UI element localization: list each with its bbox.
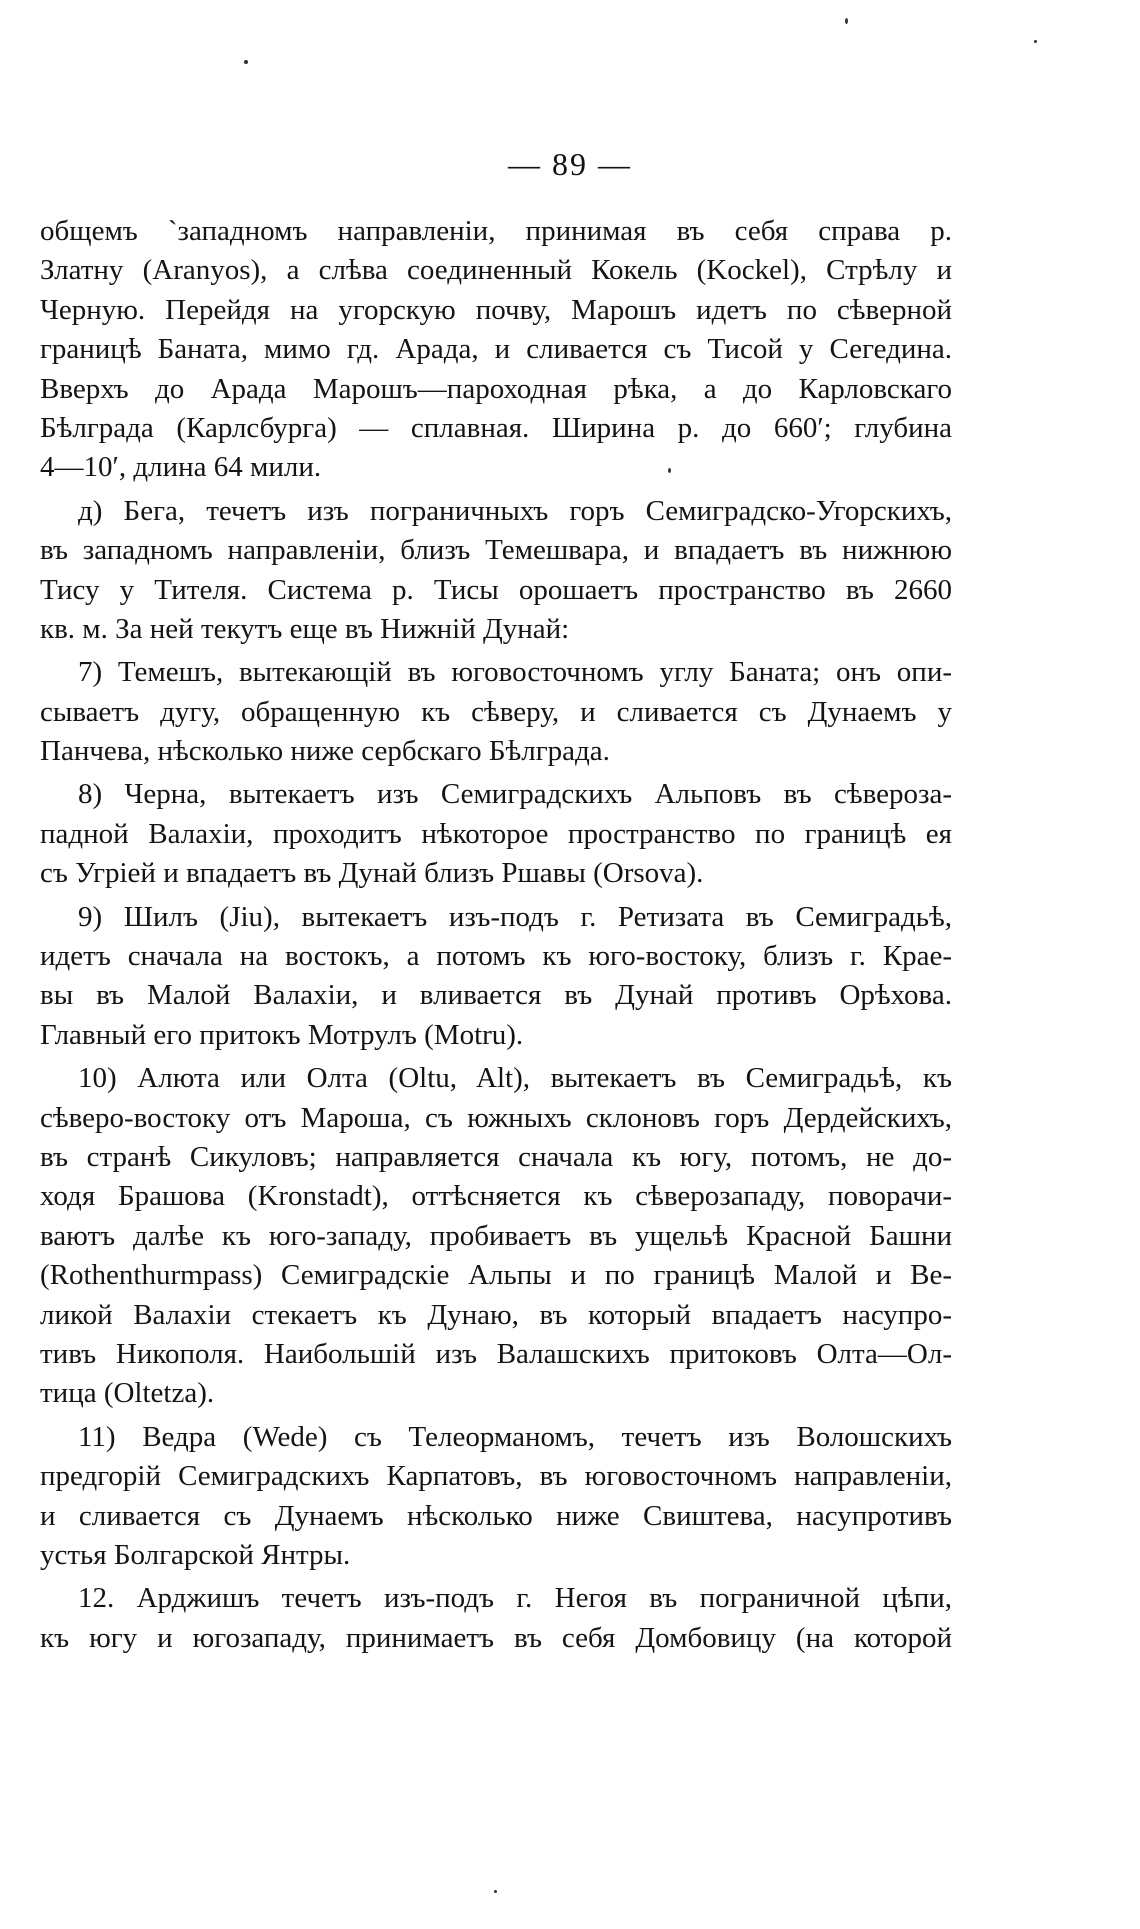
text-line: устья Болгарской Янтры. bbox=[40, 1538, 351, 1571]
text-line: идетъ сначала на востокъ, а потомъ къ юго-востоку, близъ г. Крае- bbox=[40, 940, 952, 973]
scan-speck bbox=[668, 468, 671, 473]
text-line: Панчева, нѣсколько ниже сербскаго Бѣлграда. bbox=[40, 735, 610, 768]
text-line: Бѣлграда (Карлсбурга) — сплавная. Ширина р. до 660′; глубина bbox=[40, 411, 952, 444]
text-line: Вверхъ до Арада Марошъ—пароходная рѣка, а до Карловскаго bbox=[40, 372, 952, 405]
text-line: д) Бега, течетъ изъ пограничныхъ горъ Семиградско-Угорскихъ, bbox=[78, 494, 952, 527]
text-line: падной Валахіи, проходитъ нѣкоторое пространство по границѣ ея bbox=[40, 817, 952, 850]
paragraph-marosh bbox=[40, 212, 952, 488]
scan-speck bbox=[494, 1890, 497, 1893]
text-line: и сливается съ Дунаемъ нѣсколько ниже Свиштева, насупротивъ bbox=[40, 1499, 952, 1532]
scan-speck bbox=[1034, 40, 1037, 43]
text-line: сываетъ дугу, обращенную къ сѣверу, и сливается съ Дунаемъ у bbox=[40, 695, 952, 728]
text-line: Златну (Aranyos), а слѣва соединенный Кокель (Kockel), Стрѣлу и bbox=[40, 254, 952, 287]
text-line: тица (Oltetza). bbox=[40, 1377, 215, 1410]
text-line: Тису у Тителя. Система р. Тисы орошаетъ пространство въ 2660 bbox=[40, 573, 952, 606]
text-line: въ странѣ Сикуловъ; направляется сначала къ югу, потомъ, не до- bbox=[40, 1140, 952, 1173]
paragraph-vedra bbox=[40, 1418, 952, 1576]
paragraph-temesh bbox=[40, 653, 952, 771]
text-line: предгорій Семиградскихъ Карпатовъ, въ юговосточномъ направленіи, bbox=[40, 1460, 952, 1493]
text-line: 12. Арджишъ течетъ изъ-подъ г. Негоя въ пограничной цѣпи, bbox=[78, 1582, 952, 1615]
text-line: 10) Алюта или Олта (Oltu, Alt), вытекаетъ въ Семиградьѣ, къ bbox=[78, 1062, 952, 1095]
text-line: Главный его притокъ Мотрулъ (Motru). bbox=[40, 1018, 524, 1051]
text-line: (Rothenthurmpass) Семиградскіе Альпы и по границѣ Малой и Ве- bbox=[40, 1259, 952, 1292]
text-line: вы въ Малой Валахіи, и вливается въ Дунай противъ Орѣхова. bbox=[40, 979, 952, 1012]
text-line: къ югу и югозападу, принимаетъ въ себя Домбовицу (на которой bbox=[40, 1621, 952, 1654]
text-line: ваютъ далѣе къ юго-западу, пробиваетъ въ ущельѣ Красной Башни bbox=[40, 1219, 952, 1252]
text-line: общемъ `западномъ направленіи, принимая въ себя справа р. bbox=[40, 215, 952, 247]
scan-speck bbox=[244, 60, 248, 64]
text-line: съ Угріей и впадаетъ въ Дунай близъ Ршавы (Orsova). bbox=[40, 857, 704, 890]
text-line: ликой Валахіи стекаетъ къ Дунаю, въ который впадаетъ насупро- bbox=[40, 1298, 952, 1331]
text-line: границѣ Баната, мимо гд. Арада, и сливается съ Тисой у Сегедина. bbox=[40, 333, 952, 366]
text-line: сѣверо-востоку отъ Мароша, съ южныхъ склоновъ горъ Дердейскихъ, bbox=[40, 1101, 952, 1134]
text-line: 9) Шилъ (Jiu), вытекаетъ изъ-подъ г. Ретизата въ Семиградьѣ, bbox=[78, 900, 952, 933]
paragraph-ardzhish bbox=[40, 1579, 952, 1658]
text-line: 11) Ведра (Wede) съ Телеорманомъ, течетъ изъ Волошскихъ bbox=[78, 1420, 952, 1453]
text-line: 7) Темешъ, вытекающій въ юговосточномъ углу Баната; онъ опи- bbox=[78, 656, 952, 689]
paragraph-bega bbox=[40, 492, 952, 650]
text-line: 8) Черна, вытекаетъ изъ Семиградскихъ Альповъ въ сѣвероза- bbox=[78, 778, 952, 811]
text-line: Черную. Перейдя на угорскую почву, Марошъ идетъ по сѣверной bbox=[40, 293, 952, 326]
page-number: — 89 — bbox=[508, 146, 632, 182]
text-line: 4—10′, длина 64 мили. bbox=[40, 451, 322, 484]
text-line: тивъ Никополя. Наибольшій изъ Валашскихъ притоковъ Олта—Ол- bbox=[40, 1337, 952, 1370]
text-line: ходя Брашова (Kronstadt), оттѣсняется къ сѣверозападу, поворачи- bbox=[40, 1180, 952, 1213]
paragraph-shil bbox=[40, 898, 952, 1056]
scan-speck bbox=[845, 18, 848, 24]
paragraph-cherna bbox=[40, 775, 952, 893]
text-line: въ западномъ направленіи, близъ Темешвара, и впадаетъ въ нижнюю bbox=[40, 534, 952, 567]
body-text bbox=[40, 212, 952, 1662]
paragraph-aluta bbox=[40, 1059, 952, 1414]
text-line: кв. м. За ней текутъ еще въ Нижній Дунай: bbox=[40, 612, 570, 645]
